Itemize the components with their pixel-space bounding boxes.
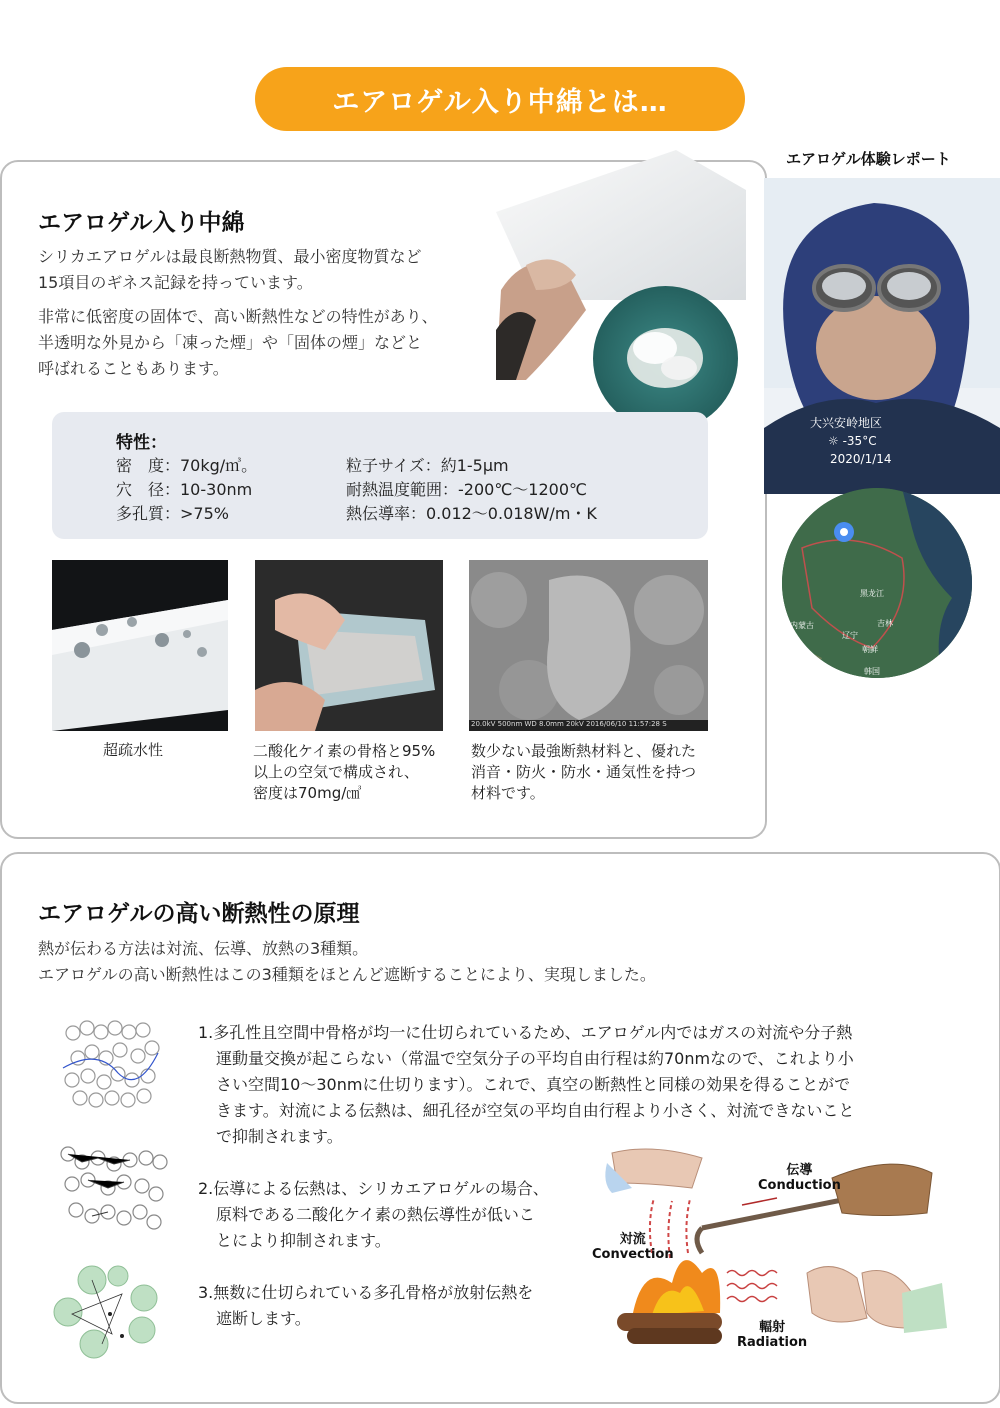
spec-title: 特性： bbox=[116, 433, 167, 453]
label-radiation bbox=[737, 1320, 807, 1350]
label-convection bbox=[592, 1232, 674, 1262]
conduction-jp: 伝導 bbox=[786, 1163, 813, 1178]
section2-intro bbox=[38, 936, 656, 988]
map-label: 辽宁 bbox=[842, 631, 858, 640]
item1-line: 運動量交換が起こらない（常温で空気分子の平均自由行程は約70nmなので、これより小 bbox=[216, 1049, 854, 1068]
report-title: エアロゲル体験レポート bbox=[786, 150, 951, 168]
principle-item-2 bbox=[198, 1176, 598, 1254]
overlay-date: 2020/1/14 bbox=[830, 452, 892, 466]
map-label: 韩国 bbox=[864, 667, 880, 676]
section2-heading: エアロゲルの高い断熱性の原理 bbox=[38, 901, 360, 927]
spec-right-column bbox=[346, 454, 597, 526]
caption-silica-skeleton bbox=[253, 741, 453, 804]
intro-line: 熱が伝わる方法は対流、伝導、放熱の3種類。 bbox=[38, 939, 369, 958]
item1-line: きます。対流による伝熱は、細孔径が空気の平均自由行程より小さく、対流できないこと bbox=[216, 1101, 855, 1120]
item3-line: 3.無数に仕切られている多孔骨格が放射伝熱を bbox=[198, 1283, 534, 1302]
principle-item-1 bbox=[198, 1020, 943, 1150]
intro-line: シリカエアロゲルは最良断熱物質、最小密度物質など bbox=[38, 247, 422, 266]
portrait-overlay bbox=[810, 414, 892, 468]
item1-line: 1.多孔性且空間中骨格が均一に仕切られているため、エアロゲル内ではガスの対流や分子熱 bbox=[198, 1023, 853, 1042]
sem-info-bar: 20.0kV 500nm WD 8.0mm 20kV 2016/06/10 11:57:28 S bbox=[471, 720, 667, 728]
sem-photo bbox=[469, 560, 708, 731]
item2-line: とにより抑制されます。 bbox=[216, 1231, 391, 1250]
label-conduction bbox=[758, 1163, 841, 1193]
map-label: 吉林 bbox=[877, 619, 893, 628]
spec-porosity: 多孔質：>75% bbox=[116, 504, 229, 523]
report-portrait-photo bbox=[764, 178, 1000, 494]
aerogel-block-photo bbox=[255, 560, 443, 731]
radiation-en: Radiation bbox=[737, 1335, 808, 1350]
overlay-temperature: -35°C bbox=[842, 434, 877, 448]
spec-temperature-range: 耐熱温度範囲：-200℃～1200℃ bbox=[346, 480, 587, 499]
principle-item-3 bbox=[198, 1280, 598, 1332]
intro-line: エアロゲルの高い断熱性はこの3種類をほとんど遮断することにより、実現しました。 bbox=[38, 965, 656, 984]
item2-line: 2.伝導による伝熱は、シリカエアロゲルの場合、 bbox=[198, 1179, 549, 1198]
item1-line: で抑制されます。 bbox=[216, 1127, 343, 1146]
overlay-location: 大兴安岭地区 bbox=[810, 416, 883, 430]
heat-transfer-illustration bbox=[592, 1143, 952, 1358]
item1-line: さい空間10～30nmに仕切ります）。これで、真空の断熱性と同様の効果を得ることがで bbox=[216, 1075, 851, 1094]
caption-line: 消音・防火・防水・通気性を持つ bbox=[471, 763, 697, 781]
convection-en: Convection bbox=[592, 1247, 674, 1262]
item2-line: 原料である二酸化ケイ素の熱伝導性が低いこ bbox=[216, 1205, 535, 1224]
map-label: 黑龙江 bbox=[860, 589, 884, 598]
section1-intro bbox=[38, 244, 498, 382]
spec-left-column bbox=[116, 454, 257, 526]
conduction-en: Conduction bbox=[758, 1178, 841, 1193]
intro-line: 呼ばれることもあります。 bbox=[38, 359, 229, 378]
caption-line: 材料です。 bbox=[471, 784, 545, 802]
map-label: 内蒙古 bbox=[790, 621, 814, 630]
section1-heading: エアロゲル入り中綿 bbox=[38, 210, 245, 236]
caption-line: 超疏水性 bbox=[103, 741, 164, 759]
convection-pore-diagram bbox=[58, 1018, 168, 1110]
caption-line: 以上の空気で構成され、 bbox=[253, 763, 419, 781]
map-label: 朝鲜 bbox=[862, 645, 878, 654]
intro-line: 15項目のギネス記録を持っています。 bbox=[38, 273, 313, 292]
report-map-circle bbox=[782, 488, 972, 678]
page-title-pill bbox=[255, 67, 745, 131]
item3-line: 遮断します。 bbox=[216, 1309, 311, 1328]
spec-density: 密 度：70kg/㎥。 bbox=[116, 456, 258, 475]
caption-line: 二酸化ケイ素の骨格と95% bbox=[253, 742, 436, 760]
caption-hydrophobic bbox=[103, 740, 163, 761]
conduction-skeleton-diagram bbox=[58, 1142, 173, 1234]
page-title: エアロゲル入り中綿とは… bbox=[332, 86, 668, 118]
radiation-pore-diagram bbox=[52, 1264, 164, 1360]
radiation-jp: 輻射 bbox=[759, 1320, 786, 1335]
intro-line: 半透明な外見から「凍った煙」や「固体の煙」などと bbox=[38, 333, 423, 352]
powder-circle-photo bbox=[593, 286, 738, 431]
sun-icon: ☼ bbox=[828, 434, 839, 448]
spec-pore-size: 穴 径：10-30nm bbox=[116, 480, 253, 499]
spec-particle-size: 粒子サイズ：約1-5μm bbox=[346, 456, 509, 475]
spec-thermal-conductivity: 熱伝導率：0.012～0.018W/m・K bbox=[346, 504, 597, 523]
caption-line: 密度は70mg/㎤ bbox=[253, 784, 362, 802]
caption-insulation-material bbox=[471, 741, 716, 804]
caption-line: 数少ない最強断熱材料と、優れた bbox=[471, 742, 697, 760]
hydrophobic-photo bbox=[52, 560, 228, 731]
intro-line: 非常に低密度の固体で、高い断熱性などの特性があり、 bbox=[38, 307, 438, 326]
convection-jp: 対流 bbox=[619, 1232, 646, 1247]
